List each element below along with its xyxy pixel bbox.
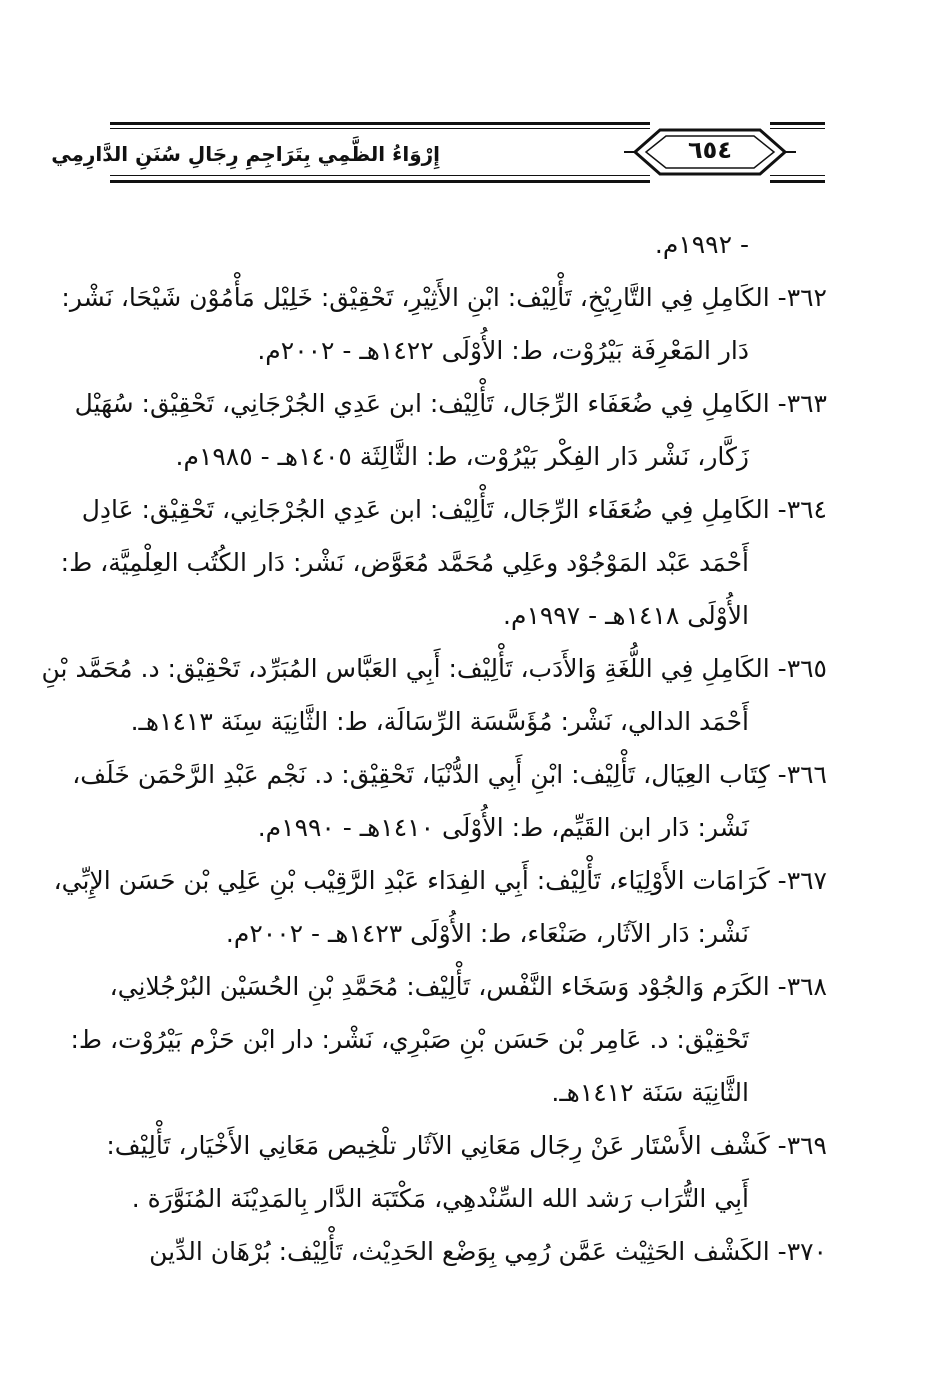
entry-line: ٣٦٥- الكَامِلِ فِي اللُّغَةِ وَالأَدَب، تَأْلِيْف: أَبِي العَبَّاس المُبَرِّد، تَحْقِيْق: د. مُحَمَّد بْنِ bbox=[41, 654, 827, 683]
page-number-frame bbox=[620, 112, 800, 192]
entry-line: ٣٦٦- كِتَاب العِيَال، تَأْلِيْف: ابْنِ أَبِي الدُّنْيَا، تَحْقِيْق: د. نَجْم عَبْدِ الرَّحْمَن خَلَف، bbox=[72, 760, 827, 789]
entry-line: الثَّانِيَة سَنَة ١٤١٢هـ. bbox=[551, 1078, 749, 1107]
entry-line: نَشْر: دَار الآثَار، صَنْعَاء، ط: الأُوْلَى ١٤٢٣هـ - ٢٠٠٢م. bbox=[225, 919, 749, 948]
entry-line: ٣٦٩- كَشْف الأَسْتَار عَنْ رِجَال مَعَانِي الآثَار تلْخِيص مَعَانِي الأَخْيَار، تَأْلِيْف: bbox=[106, 1131, 827, 1160]
entry-line: ٣٦٧- كَرَامَات الأَوْلِيَاء، تَأْلِيْف: أَبِي الفِدَاء عَبْدِ الرَّقِيْب بْنِ عَلِي بْن حَسَن الإِبِّي، bbox=[53, 866, 827, 895]
entry-line: تَحْقِيْق: د. عَامِر بْن حَسَن بْنِ صَبْرِي، نَشْر: دار ابْن حَزْم بَيْرُوْت، ط: bbox=[70, 1025, 749, 1054]
entry-line: نَشْر: دَار ابن القَيِّم، ط: الأُوْلَى ١٤١٠هـ - ١٩٩٠م. bbox=[257, 813, 749, 842]
bibliography-list bbox=[41, 218, 827, 1278]
entry-line: دَار المَعْرِفَة بَيْرُوْت، ط: الأُوْلَى ١٤٢٢هـ - ٢٠٠٢م. bbox=[257, 336, 749, 365]
page-number: ٦٥٤ bbox=[688, 136, 732, 164]
entry-line: أَحْمَد الدالي، نَشْر: مُؤَسَّسَة الرِّسَالَة، ط: الثَّانِيَة سِنَة ١٤١٣هـ. bbox=[130, 707, 749, 736]
entry-line: ٣٦٣- الكَامِلِ فِي ضُعَفَاء الرِّجَال، تَأْلِيْف: ابن عَدِي الجُرْجَانِي، تَحْقِيْق: سُهَيْل bbox=[74, 389, 827, 418]
entry-line: ٣٧٠- الكَشْف الحَثِيْث عَمَّن رُمِي بِوَضْع الحَدِيْث، تَأْلِيْف: بُرْهَان الدِّين bbox=[149, 1237, 827, 1266]
entry-line: زَكَّار، نَشْر دَار الفِكْر بَيْرُوْت، ط: الثَّالِثَة ١٤٠٥هـ - ١٩٨٥م. bbox=[175, 442, 749, 471]
entry-line: ٣٦٨- الكَرَم وَالجُوْد وَسَخَاء النَّفْس، تَأْلِيْف: مُحَمَّدِ بْنِ الحُسَيْن البُرْجُلانِي، bbox=[109, 972, 827, 1001]
entry-line: - ١٩٩٢م. bbox=[654, 230, 749, 259]
page-header bbox=[51, 112, 825, 192]
entry-line: ٣٦٢- الكَامِلِ فِي التَّارِيْخِ، تَأْلِيْف: ابْنِ الأَثِيْرِ، تَحْقِيْق: خَلِيْل مَأْمُوْن شَيْحَا، نَشْر: bbox=[61, 283, 827, 312]
entry-line: أَحْمَد عَبْد المَوْجُوْد وعَلِي مُحَمَّد مُعَوَّض، نَشْر: دَار الكُتُب العِلْمِيَّة، ط: bbox=[60, 548, 749, 577]
entry-line: الأُوْلَى ١٤١٨هـ - ١٩٩٧م. bbox=[503, 601, 749, 630]
entry-line: ٣٦٤- الكَامِلِ فِي ضُعَفَاء الرِّجَال، تَأْلِيْف: ابن عَدِي الجُرْجَانِي، تَحْقِيْق: عَادِل bbox=[81, 495, 827, 524]
running-title: إِرْوَاءُ الظَّمِي بِتَرَاجِمِ رِجَالِ سُنَنِ الدَّارِمِي bbox=[51, 142, 440, 166]
entry-line: أَبِي التُّرَاب رَشد الله السِّنْدهِي، مَكْتَبَة الدَّار بِالمَدِيْنَة المُنَوَّرَة . bbox=[131, 1184, 749, 1213]
